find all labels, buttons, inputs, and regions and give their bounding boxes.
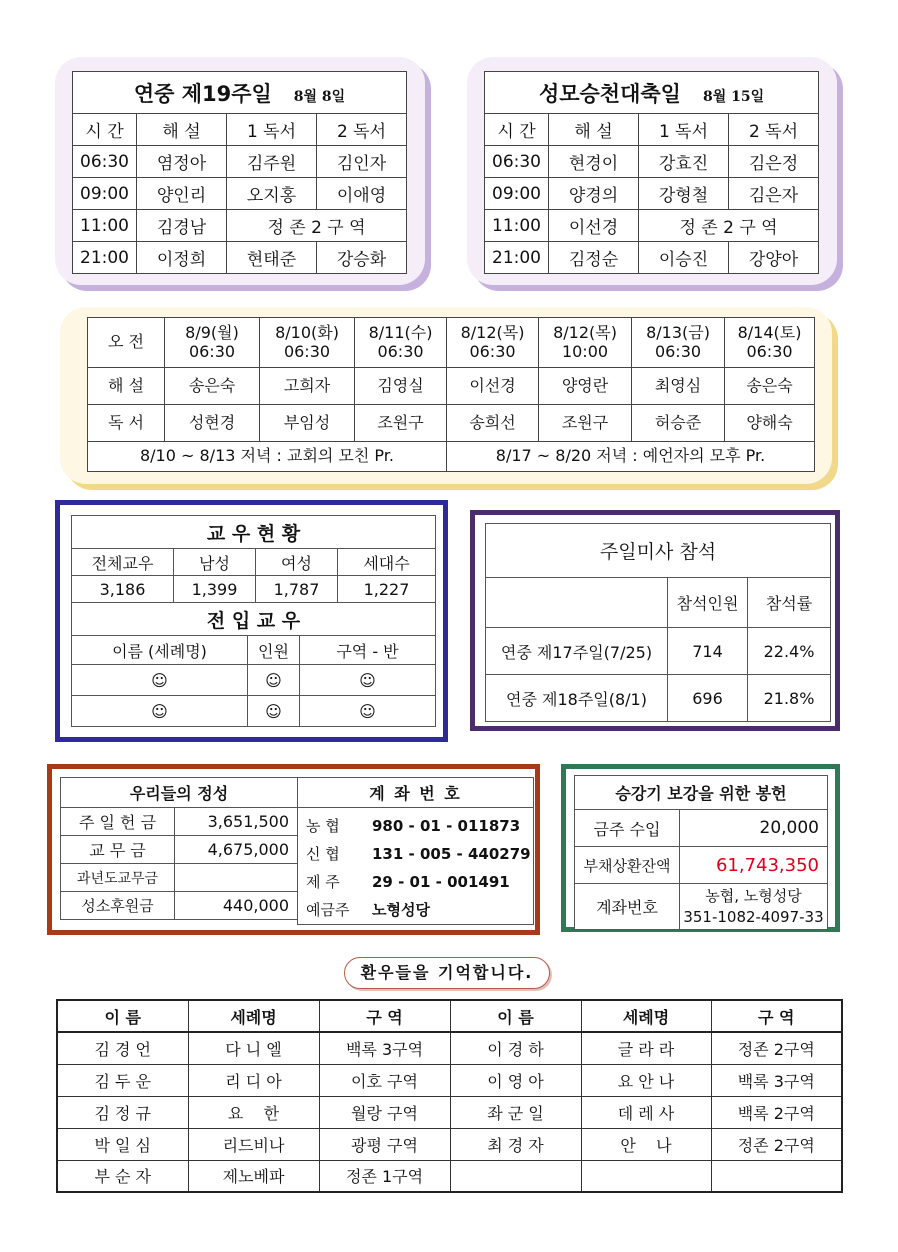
cell: 부 순 자: [57, 1160, 188, 1192]
cell: 4,675,000: [175, 836, 298, 864]
table-row: [61, 864, 298, 892]
weekday-schedule-box: [60, 307, 832, 484]
header-cell: 구역 - 반: [300, 636, 436, 665]
cell: 김은자: [729, 178, 819, 210]
row-label: 해 설: [88, 368, 165, 405]
cell: 정존 2구역: [711, 1128, 842, 1160]
header-cell: 1 독서: [227, 114, 317, 146]
bank-name: 신 협: [306, 845, 340, 863]
cell: 김영실: [355, 368, 447, 405]
cell: 교 무 금: [61, 836, 175, 864]
table-row: [575, 810, 828, 847]
cell: 송은숙: [725, 368, 815, 405]
header-cell: 세대수: [338, 549, 436, 576]
cell: 강양아: [729, 242, 819, 274]
attendance-table: [485, 523, 831, 722]
table-header-row: [73, 114, 407, 146]
cell: 송은숙: [165, 368, 260, 405]
table-row: [72, 665, 436, 696]
cell: 부임성: [260, 405, 355, 442]
sunday-title-2: 성모승천대축일 8월 15일: [485, 72, 819, 114]
table-row: [57, 1160, 842, 1192]
header-cell: 시 간: [485, 114, 549, 146]
header-cell: 이 름: [450, 1000, 581, 1032]
date-cell: 8/11(수) 06:30: [355, 318, 447, 368]
cell: 현태준: [227, 242, 317, 274]
new-members-table: [71, 602, 436, 727]
row-label: 오 전: [88, 318, 165, 368]
cell: 09:00: [73, 178, 137, 210]
cell: 성현경: [165, 405, 260, 442]
cell: 고희자: [260, 368, 355, 405]
account-holder-label: 예금주: [306, 901, 350, 919]
member-status-table: [71, 515, 436, 603]
cell: 부채상환잔액: [575, 847, 680, 884]
account-list: [298, 808, 534, 925]
cell: 주 일 헌 금: [61, 808, 175, 836]
cell: 성소후원금: [61, 892, 175, 920]
table-row: [61, 836, 298, 864]
account-number: 29 - 01 - 001491: [372, 873, 510, 891]
cell: [581, 1160, 711, 1192]
smiley-icon: ☺: [300, 696, 436, 727]
cell: 과년도교무금: [61, 864, 175, 892]
building-fund-table: [574, 775, 828, 930]
cell: 금주 수입: [575, 810, 680, 847]
table-row: [485, 146, 819, 178]
cell: 최 경 자: [450, 1128, 581, 1160]
offering-title: 우리들의 정성: [61, 778, 298, 808]
table-header-row: [486, 578, 831, 628]
table-header-row: [72, 636, 436, 665]
account-number: 131 - 005 - 440279: [372, 845, 531, 863]
cell: [711, 1160, 842, 1192]
cell: 11:00: [73, 210, 137, 242]
header-cell: [486, 578, 668, 628]
sunday-schedule-table-1: [72, 71, 407, 274]
cell: 김 경 언: [57, 1032, 188, 1064]
date-cell: 8/12(목) 10:00: [539, 318, 632, 368]
row-label: 독 서: [88, 405, 165, 442]
sunday-schedule-box-2: [467, 57, 837, 285]
table-row: [486, 675, 831, 722]
date-cell: 8/10(화) 06:30: [260, 318, 355, 368]
table-row: [485, 178, 819, 210]
date-cell: 8/12(목) 06:30: [447, 318, 539, 368]
cell: 김인자: [317, 146, 407, 178]
member-status-box: [55, 500, 448, 742]
table-row: [57, 1096, 842, 1128]
header-cell: 구 역: [319, 1000, 450, 1032]
header-cell: 구 역: [711, 1000, 842, 1032]
cell: 21.8%: [748, 675, 831, 722]
header-cell: 시 간: [73, 114, 137, 146]
memorial-table: [56, 999, 843, 1193]
cell: 김 정 규: [57, 1096, 188, 1128]
header-cell: 전체교우: [72, 549, 174, 576]
cell: 강형철: [639, 178, 729, 210]
cell: [450, 1160, 581, 1192]
prayer-note: 8/10 ~ 8/13 저녁 : 교회의 모친 Pr.: [88, 442, 447, 472]
attendance-title: 주일미사 참석: [486, 524, 831, 578]
cell: 11:00: [485, 210, 549, 242]
cell: 백록 3구역: [319, 1032, 450, 1064]
smiley-icon: ☺: [248, 696, 300, 727]
cell: 계좌번호: [575, 884, 680, 930]
account-table: [297, 777, 534, 925]
cell: 현경이: [549, 146, 639, 178]
cell: 이선경: [549, 210, 639, 242]
smiley-icon: ☺: [248, 665, 300, 696]
table-row: [72, 576, 436, 603]
cell: 정존 2구역: [711, 1032, 842, 1064]
cell: 연중 제17주일(7/25): [486, 628, 668, 675]
cell: 양영란: [539, 368, 632, 405]
attendance-box: [470, 510, 840, 731]
cell: 리드비나: [188, 1128, 319, 1160]
cell: 이 영 아: [450, 1064, 581, 1096]
table-row: [72, 696, 436, 727]
cell: 양인리: [137, 178, 227, 210]
date-cell: 8/14(토) 06:30: [725, 318, 815, 368]
cell: 20,000: [680, 810, 828, 847]
cell: 김은정: [729, 146, 819, 178]
cell: 1,227: [338, 576, 436, 603]
date-cell: 8/9(월) 06:30: [165, 318, 260, 368]
header-cell: 남성: [174, 549, 256, 576]
prayer-note: 8/17 ~ 8/20 저녁 : 예언자의 모후 Pr.: [447, 442, 815, 472]
cell: [175, 864, 298, 892]
header-cell: 해 설: [137, 114, 227, 146]
cell: 안 나: [581, 1128, 711, 1160]
header-cell: 2 독서: [317, 114, 407, 146]
cell: 정 존 2 구 역: [227, 210, 407, 242]
cell: 이 경 하: [450, 1032, 581, 1064]
cell: 허승준: [632, 405, 725, 442]
cell: 06:30: [485, 146, 549, 178]
date-cell: 8/13(금) 06:30: [632, 318, 725, 368]
cell: 광평 구역: [319, 1128, 450, 1160]
cell: 연중 제18주일(8/1): [486, 675, 668, 722]
cell: 요 한: [188, 1096, 319, 1128]
header-cell: 해 설: [549, 114, 639, 146]
cell: 강효진: [639, 146, 729, 178]
weekday-schedule-table: [87, 317, 815, 472]
cell: 09:00: [485, 178, 549, 210]
cell: 714: [668, 628, 748, 675]
cell: 양해숙: [725, 405, 815, 442]
header-cell: 2 독서: [729, 114, 819, 146]
cell: 정 존 2 구 역: [639, 210, 819, 242]
cell: 정존 1구역: [319, 1160, 450, 1192]
header-cell: 이름 (세례명): [72, 636, 248, 665]
sunday-title-1: 연중 제19주일 8월 8일: [73, 72, 407, 114]
bank-name: 제 주: [306, 873, 340, 891]
table-row: [73, 178, 407, 210]
sunday-schedule-box-1: [55, 57, 425, 285]
table-row: [73, 210, 407, 242]
table-header-row: [485, 114, 819, 146]
table-row: [57, 1032, 842, 1064]
building-fund-box: [561, 764, 840, 932]
cell: 농협, 노형성당 351-1082-4097-33: [680, 884, 828, 930]
cell: 송희선: [447, 405, 539, 442]
member-status-title: 교 우 현 황: [72, 516, 436, 549]
offering-box: [47, 764, 540, 935]
cell: 1,787: [256, 576, 338, 603]
cell: 이승진: [639, 242, 729, 274]
new-members-title: 전 입 교 우: [72, 603, 436, 636]
memorial-title: 환우들을 기억합니다.: [344, 957, 550, 989]
cell: 21:00: [485, 242, 549, 274]
cell: 김주원: [227, 146, 317, 178]
cell: 이선경: [447, 368, 539, 405]
cell: 백록 3구역: [711, 1064, 842, 1096]
cell: 21:00: [73, 242, 137, 274]
cell: 22.4%: [748, 628, 831, 675]
table-header-row: [57, 1000, 842, 1032]
cell: 글 라 라: [581, 1032, 711, 1064]
cell: 염정아: [137, 146, 227, 178]
cell: 440,000: [175, 892, 298, 920]
cell: 최영심: [632, 368, 725, 405]
cell: 제노베파: [188, 1160, 319, 1192]
cell: 김 두 운: [57, 1064, 188, 1096]
smiley-icon: ☺: [72, 696, 248, 727]
table-row: [485, 242, 819, 274]
debt-balance: 61,743,350: [680, 847, 828, 884]
sunday-schedule-table-2: [484, 71, 819, 274]
account-number: 980 - 01 - 011873: [372, 817, 521, 835]
table-row: [575, 884, 828, 930]
cell: 조원구: [355, 405, 447, 442]
table-row: [73, 146, 407, 178]
table-row: [575, 847, 828, 884]
header-cell: 참석률: [748, 578, 831, 628]
cell: 조원구: [539, 405, 632, 442]
table-row: [61, 892, 298, 920]
cell: 이애영: [317, 178, 407, 210]
cell: 리 디 아: [188, 1064, 319, 1096]
weekday-date-row: [88, 318, 815, 368]
table-row: [57, 1064, 842, 1096]
cell: 요 안 나: [581, 1064, 711, 1096]
header-cell: 세례명: [581, 1000, 711, 1032]
offering-table: [60, 777, 298, 920]
table-row: [73, 242, 407, 274]
cell: 박 일 심: [57, 1128, 188, 1160]
cell: 김경남: [137, 210, 227, 242]
table-row: [485, 210, 819, 242]
header-cell: 인원: [248, 636, 300, 665]
table-row: [486, 628, 831, 675]
table-row: [61, 808, 298, 836]
bank-name: 농 협: [306, 817, 340, 835]
smiley-icon: ☺: [300, 665, 436, 696]
cell: 이호 구역: [319, 1064, 450, 1096]
cell: 3,186: [72, 576, 174, 603]
smiley-icon: ☺: [72, 665, 248, 696]
cell: 김정순: [549, 242, 639, 274]
header-cell: 1 독서: [639, 114, 729, 146]
table-row: [57, 1128, 842, 1160]
weekday-reader-row: [88, 405, 815, 442]
cell: 데 레 사: [581, 1096, 711, 1128]
header-cell: 이 름: [57, 1000, 188, 1032]
cell: 1,399: [174, 576, 256, 603]
cell: 다 니 엘: [188, 1032, 319, 1064]
cell: 백록 2구역: [711, 1096, 842, 1128]
cell: 이정희: [137, 242, 227, 274]
cell: 강승화: [317, 242, 407, 274]
account-holder: 노형성당: [372, 901, 430, 919]
table-header-row: [72, 549, 436, 576]
cell: 06:30: [73, 146, 137, 178]
cell: 월랑 구역: [319, 1096, 450, 1128]
cell: 양경의: [549, 178, 639, 210]
header-cell: 참석인원: [668, 578, 748, 628]
header-cell: 여성: [256, 549, 338, 576]
account-title: 계 좌 번 호: [298, 778, 534, 808]
weekday-note-row: [88, 442, 815, 472]
building-fund-title: 승강기 보강을 위한 봉헌: [575, 776, 828, 810]
cell: 3,651,500: [175, 808, 298, 836]
cell: 좌 군 일: [450, 1096, 581, 1128]
weekday-commentary-row: [88, 368, 815, 405]
cell: 696: [668, 675, 748, 722]
cell: 오지홍: [227, 178, 317, 210]
header-cell: 세례명: [188, 1000, 319, 1032]
